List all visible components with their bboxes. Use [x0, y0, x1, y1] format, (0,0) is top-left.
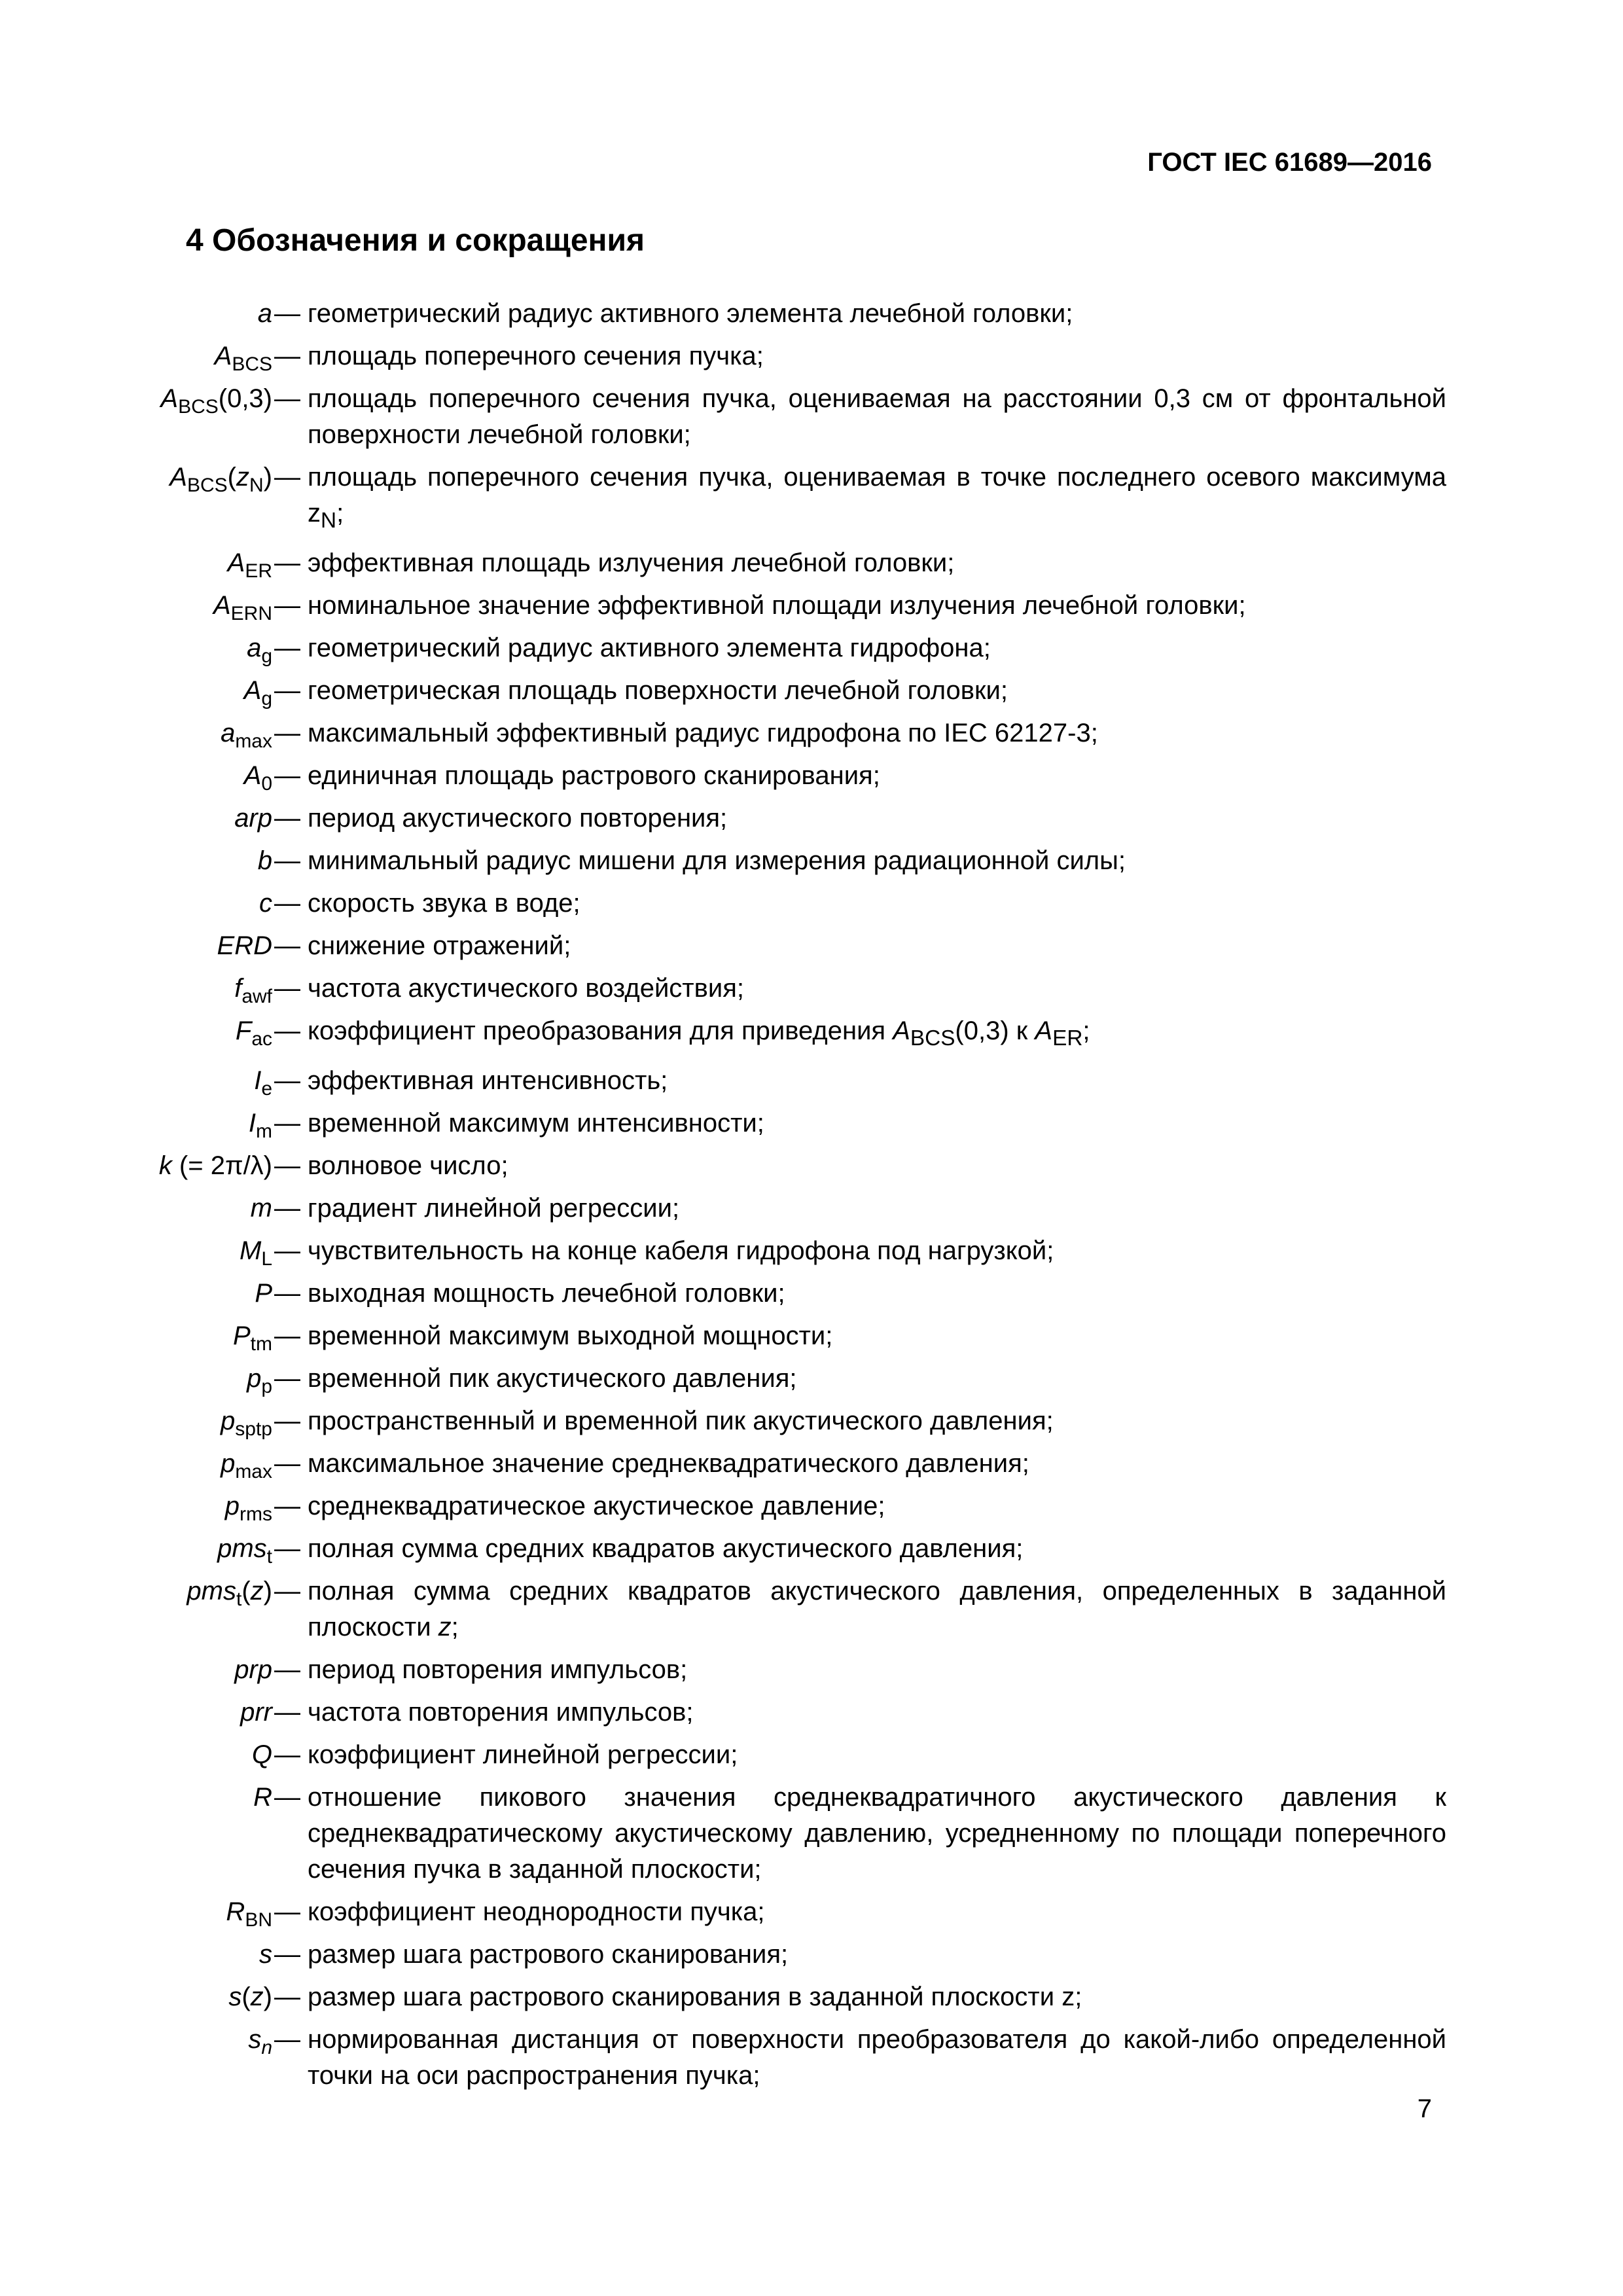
- definition-row: [85, 630, 1446, 666]
- definition-text: чувствительность на конце кабеля гидрофона под нагрузкой;: [308, 1236, 1054, 1265]
- definition-symbol: pms$_t$: [217, 1534, 272, 1568]
- definition-text: частота акустического воздействия;: [308, 974, 744, 1003]
- definition-text: площадь поперечного сечения пучка, оцениваемая на расстоянии 0,3 см от фронтальной поверхности лечебной головки;: [308, 384, 1446, 449]
- definition-row: [85, 1737, 1446, 1773]
- definition-dash: —: [274, 719, 300, 747]
- definition-text: скорость звука в воде;: [308, 889, 580, 918]
- definition-symbol: $R_{BN}$: [226, 1897, 272, 1931]
- definition-symbol: $M_L$: [239, 1236, 272, 1270]
- definitions-list: [85, 296, 1446, 2100]
- definition-dash: —: [274, 1194, 300, 1223]
- definition-text: коэффициент неоднородности пучка;: [308, 1897, 765, 1926]
- definition-symbol: arp: [234, 804, 272, 833]
- definition-symbol: $A_{BCS}(0,3)$: [160, 384, 272, 418]
- definition-symbol: $A_{ER}$: [227, 548, 272, 582]
- definition-row: [85, 758, 1446, 794]
- definition-row: [85, 1894, 1446, 1930]
- definition-text: площадь поперечного сечения пучка, оцениваемая в точке последнего осевого максимума $z_N$;: [308, 463, 1446, 533]
- definition-dash: —: [274, 676, 300, 705]
- definition-symbol: $s_n$: [248, 2025, 272, 2058]
- definition-symbol: c: [259, 889, 272, 918]
- definition-text: нормированная дистанция от поверхности преобразователя до какой-либо определенной точки на оси распространения пучка;: [308, 2025, 1446, 2090]
- definition-symbol: ERD: [217, 931, 272, 960]
- definition-row: [85, 886, 1446, 922]
- definition-text: период акустического повторения;: [308, 804, 728, 833]
- definition-text: номинальное значение эффективной площади излучения лечебной головки;: [308, 591, 1246, 620]
- definition-row: [85, 715, 1446, 751]
- definition-text: полная сумма средних квадратов акустического давления;: [308, 1534, 1024, 1563]
- definition-dash: —: [274, 1016, 300, 1045]
- definition-symbol: Q: [251, 1740, 272, 1769]
- definition-row: [85, 1937, 1446, 1973]
- definition-symbol: s(z): [228, 1982, 272, 2011]
- definition-row: [85, 843, 1446, 879]
- definition-text: единичная площадь растрового сканирования;: [308, 761, 880, 790]
- definition-dash: —: [274, 1940, 300, 1969]
- definition-row: [85, 338, 1446, 374]
- definition-text: минимальный радиус мишени для измерения радиационной силы;: [308, 846, 1126, 875]
- definition-dash: —: [274, 1449, 300, 1478]
- definition-row: [85, 1531, 1446, 1567]
- definition-dash: —: [274, 2025, 300, 2054]
- definition-text: коэффициент линейной регрессии;: [308, 1740, 738, 1769]
- definition-dash: —: [274, 1897, 300, 1926]
- definition-symbol: $A_{BCS}$: [214, 342, 272, 375]
- definition-text: геометрический радиус активного элемента гидрофона;: [308, 634, 991, 662]
- definition-text: геометрическая площадь поверхности лечебной головки;: [308, 676, 1008, 705]
- definition-text: период повторения импульсов;: [308, 1655, 688, 1684]
- definition-text: максимальный эффективный радиус гидрофона по IEC 62127-3;: [308, 719, 1098, 747]
- definition-symbol: $a_g$: [247, 634, 272, 667]
- definition-text: пространственный и временной пик акустического давления;: [308, 1407, 1054, 1435]
- definition-row: [85, 296, 1446, 332]
- definition-dash: —: [274, 463, 300, 492]
- definition-symbol: prp: [234, 1655, 272, 1684]
- definition-dash: —: [274, 1783, 300, 1812]
- definition-text: частота повторения импульсов;: [308, 1698, 694, 1727]
- definition-dash: —: [274, 1321, 300, 1350]
- definition-symbol: $f_{awf}$: [234, 974, 272, 1007]
- definition-row: [85, 1488, 1446, 1524]
- definition-dash: —: [274, 1364, 300, 1393]
- definition-symbol: $a_{max}$: [221, 719, 272, 752]
- definition-text: максимальное значение среднеквадратического давления;: [308, 1449, 1029, 1478]
- definition-row: [85, 1105, 1446, 1141]
- definition-text: временной максимум выходной мощности;: [308, 1321, 833, 1350]
- definition-dash: —: [274, 548, 300, 577]
- definition-dash: —: [274, 1534, 300, 1563]
- definition-row: [85, 1652, 1446, 1688]
- definition-dash: —: [274, 931, 300, 960]
- definition-symbol: $I_m$: [248, 1109, 272, 1142]
- definition-symbol: pms$_t$(z): [187, 1577, 272, 1610]
- definition-symbol: s: [259, 1940, 272, 1969]
- definition-dash: —: [274, 1492, 300, 1520]
- definition-symbol: $p_{sptp}$: [221, 1407, 272, 1440]
- definition-text: градиент линейной регрессии;: [308, 1194, 680, 1223]
- definition-symbol: $p_p$: [247, 1364, 272, 1397]
- definition-symbol: $F_{ac}$: [235, 1016, 272, 1050]
- definition-row: [85, 971, 1446, 1007]
- definition-dash: —: [274, 1279, 300, 1308]
- definition-row: [85, 1233, 1446, 1269]
- definition-symbol: m: [250, 1194, 272, 1223]
- definition-symbol: prr: [240, 1698, 272, 1727]
- definition-row: [85, 1361, 1446, 1397]
- definition-row: [85, 673, 1446, 709]
- document-code: ГОСТ IEC 61689—2016: [1147, 148, 1432, 177]
- definition-symbol: $p_{max}$: [221, 1449, 272, 1482]
- definition-dash: —: [274, 342, 300, 370]
- definition-row: [85, 1148, 1446, 1184]
- definition-text: полная сумма средних квадратов акустического давления, определенных в заданной плоскости z;: [308, 1577, 1446, 1641]
- definition-dash: —: [274, 299, 300, 328]
- definition-dash: —: [274, 889, 300, 918]
- definition-symbol: P: [255, 1279, 272, 1308]
- definition-text: геометрический радиус активного элемента лечебной головки;: [308, 299, 1073, 328]
- definition-row: [85, 1191, 1446, 1227]
- definition-text: волновое число;: [308, 1151, 508, 1180]
- section-title: 4 Обозначения и сокращения: [186, 223, 645, 258]
- definition-row: [85, 1573, 1446, 1645]
- definition-dash: —: [274, 846, 300, 875]
- definition-row: [85, 1695, 1446, 1731]
- definition-row: [85, 1013, 1446, 1056]
- definition-row: [85, 2022, 1446, 2094]
- definition-symbol: a: [257, 299, 272, 328]
- definition-row: [85, 1318, 1446, 1354]
- definition-symbol: $A_g$: [243, 676, 272, 709]
- definition-text: эффективная интенсивность;: [308, 1066, 668, 1095]
- definition-dash: —: [274, 1982, 300, 2011]
- definition-symbol: b: [257, 846, 272, 875]
- definition-row: [85, 928, 1446, 964]
- definition-dash: —: [274, 634, 300, 662]
- definition-text: среднеквадратическое акустическое давление;: [308, 1492, 885, 1520]
- definition-dash: —: [274, 1407, 300, 1435]
- definition-dash: —: [274, 761, 300, 790]
- definition-row: [85, 381, 1446, 453]
- definition-row: [85, 1780, 1446, 1888]
- definition-dash: —: [274, 1109, 300, 1138]
- definition-symbol: $A_0$: [243, 761, 272, 795]
- definition-dash: —: [274, 1236, 300, 1265]
- page-number: 7: [1417, 2094, 1432, 2123]
- definition-symbol: $A_{BCS}(z_N)$: [169, 463, 272, 496]
- definition-dash: —: [274, 1066, 300, 1095]
- definition-row: [85, 459, 1446, 539]
- definition-row: [85, 800, 1446, 836]
- definition-dash: —: [274, 1655, 300, 1684]
- definition-dash: —: [274, 1740, 300, 1769]
- definition-symbol: $P_{tm}$: [232, 1321, 272, 1355]
- definition-row: [85, 1276, 1446, 1312]
- definition-dash: —: [274, 974, 300, 1003]
- definition-text: коэффициент преобразования для приведения $A_{BCS}(0,3)$ к $A_{ER}$;: [308, 1016, 1090, 1050]
- definition-row: [85, 588, 1446, 624]
- definition-row: [85, 1403, 1446, 1439]
- definition-row: [85, 1979, 1446, 2015]
- definition-symbol: R: [253, 1783, 272, 1812]
- definition-symbol: $A_{ERN}$: [213, 591, 272, 624]
- definition-symbol: k (= 2π/λ): [158, 1151, 272, 1180]
- definition-text: размер шага растрового сканирования;: [308, 1940, 789, 1969]
- definition-text: снижение отражений;: [308, 931, 571, 960]
- definition-text: отношение пикового значения среднеквадратичного акустического давления к среднеквадратическому акустическому давлению, усредненному по площади поперечного сечения пучка в заданной плоскости;: [308, 1783, 1446, 1884]
- definition-dash: —: [274, 384, 300, 413]
- definition-text: выходная мощность лечебной головки;: [308, 1279, 785, 1308]
- definition-text: эффективная площадь излучения лечебной головки;: [308, 548, 955, 577]
- definition-text: площадь поперечного сечения пучка;: [308, 342, 764, 370]
- definition-row: [85, 1063, 1446, 1099]
- definition-symbol: $p_{rms}$: [224, 1492, 272, 1525]
- definition-row: [85, 545, 1446, 581]
- definition-symbol: $I_e$: [254, 1066, 272, 1100]
- definition-dash: —: [274, 804, 300, 833]
- definition-text: временной пик акустического давления;: [308, 1364, 797, 1393]
- definition-text: временной максимум интенсивности;: [308, 1109, 764, 1138]
- definition-dash: —: [274, 591, 300, 620]
- definition-dash: —: [274, 1577, 300, 1605]
- definition-text: размер шага растрового сканирования в заданной плоскости z;: [308, 1982, 1082, 2011]
- definition-dash: —: [274, 1698, 300, 1727]
- definition-row: [85, 1446, 1446, 1482]
- definition-dash: —: [274, 1151, 300, 1180]
